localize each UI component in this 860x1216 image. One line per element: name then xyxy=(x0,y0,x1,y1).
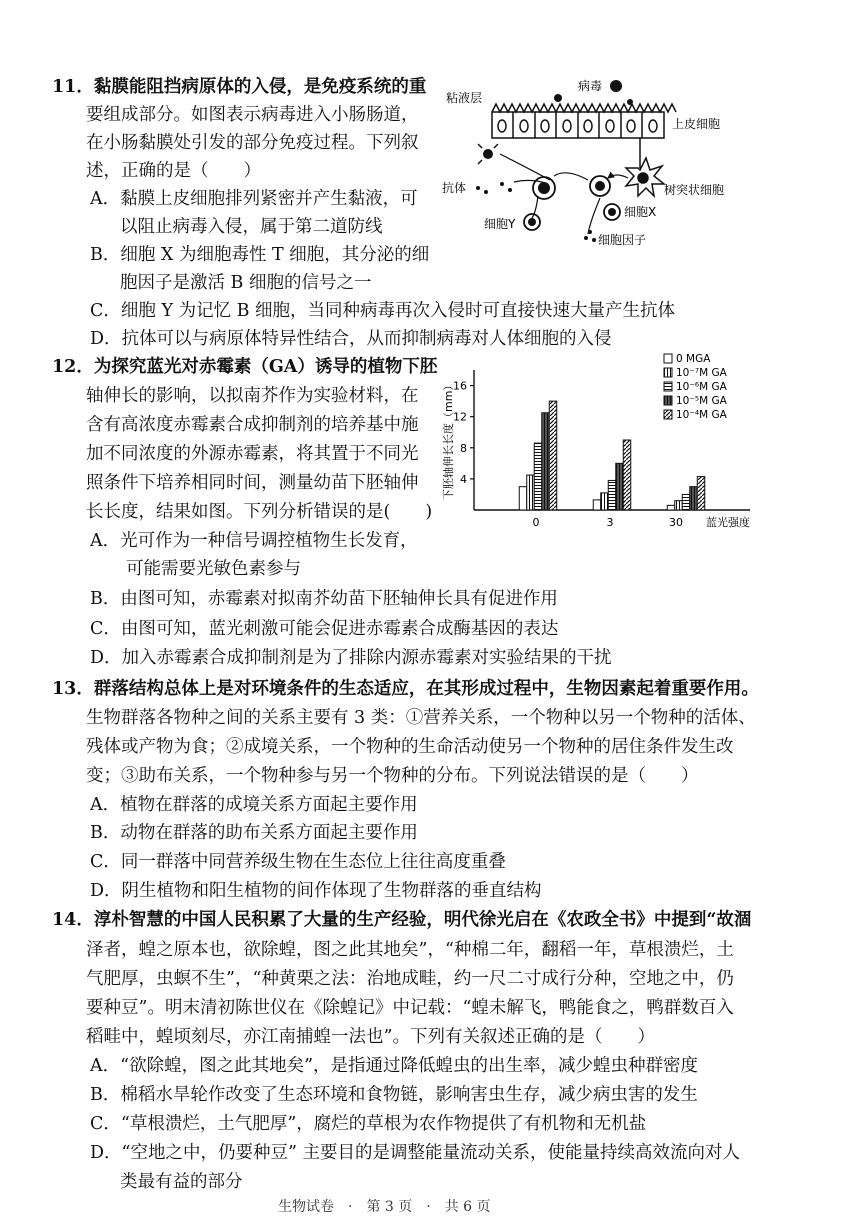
q14-line-0: 14．淳朴智慧的中国人民积累了大量的生产经验，明代徐光启在《农政全书》中提到“故涸 xyxy=(52,910,752,930)
page-footer: 生物试卷 · 第 3 页 · 共 6 页 xyxy=(278,1199,491,1215)
q13-option-a: A．植物在群落的成境关系方面起主要作用 xyxy=(90,795,418,815)
dendritic-cell-label: 树突状细胞 xyxy=(664,183,725,197)
cell-x-small xyxy=(604,204,620,220)
bar-0-3 xyxy=(542,413,550,510)
q12-option-a-cont: 可能需要光敏色素参与 xyxy=(126,559,301,579)
legend-swatch xyxy=(664,354,672,363)
cell-y-label: 细胞Y xyxy=(484,217,516,231)
legend-swatch xyxy=(664,368,672,377)
legend-label: 10⁻⁶M GA xyxy=(676,381,727,393)
x-tick-label: 3 xyxy=(606,516,614,529)
q11-option-b: B．细胞 X 为细胞毒性 T 细胞，其分泌的细 xyxy=(90,245,430,265)
immune-process-figure xyxy=(440,72,740,272)
cell-x xyxy=(590,176,610,196)
bar-30-4 xyxy=(697,477,705,510)
x-tick-label: 30 xyxy=(669,516,683,529)
q13-line-2: 残体或产物为食；②成境关系，一个物种的生命活动使另一个物种的居住条件发生改 xyxy=(86,737,734,757)
q12-line-3: 加不同浓度的外源赤霉素，将其置于不同光 xyxy=(86,444,419,464)
legend-label: 10⁻⁵M GA xyxy=(676,395,727,407)
q14-option-a: A．“欲除蝗，图之此其地矣”，是指通过降低蝗虫的出生率，减少蝗虫种群密度 xyxy=(90,1056,699,1076)
bar-0-4 xyxy=(549,401,557,510)
virus-antibody-complex xyxy=(478,144,498,164)
q14-line-4: 稻畦中，蝗顷刻尽，亦江南捕蝗一法也”。下列有关叙述正确的是（ ） xyxy=(86,1027,655,1047)
legend-swatch xyxy=(664,396,672,405)
bar-3-1 xyxy=(601,493,609,510)
x-tick-label: 0 xyxy=(532,516,540,529)
cytokine-label: 细胞因子 xyxy=(598,233,647,247)
bar-30-1 xyxy=(675,501,683,510)
x-ticks xyxy=(533,516,684,529)
q11-option-d: D．抗体可以与病原体特异性结合，从而抑制病毒对人体细胞的入侵 xyxy=(90,329,612,349)
y-tick-label: 12 xyxy=(453,410,467,424)
chart-legend xyxy=(664,353,728,421)
legend-swatch xyxy=(664,382,672,391)
mucus-layer-label: 粘液层 xyxy=(446,91,483,105)
bar-0-2 xyxy=(534,443,542,510)
bar-3-3 xyxy=(616,463,624,510)
q13-line-0: 13．群落结构总体上是对环境条件的生态适应，在其形成过程中，生物因素起着重要作用。 xyxy=(52,679,759,699)
bar-0-1 xyxy=(527,475,535,510)
q12-option-c: C．由图可知，蓝光刺激可能会促进赤霉素合成酶基因的表达 xyxy=(90,619,559,639)
y-ticks xyxy=(453,380,474,486)
q13-option-c: C．同一群落中同营养级生物在生态位上往往高度重叠 xyxy=(90,852,506,872)
q13-line-3: 变；③助布关系，一个物种参与另一个物种的分布。下列说法错误的是（ ） xyxy=(86,766,699,786)
q11-option-a: A．黏膜上皮细胞排列紧密并产生黏液，可 xyxy=(90,189,418,209)
q11-option-a-cont: 以阻止病毒入侵，属于第二道防线 xyxy=(120,217,383,237)
legend-label: 0 MGA xyxy=(676,353,711,365)
q12-line-4: 照条件下培养相同时间，测量幼苗下胚轴伸 xyxy=(86,473,419,493)
q11-line-2: 在小肠黏膜处引发的部分免疫过程。下列叙 xyxy=(86,133,419,153)
q14-line-3: 要种豆”。明末清初陈世仪在《除蝗记》中记载：“蝗未解飞，鸭能食之，鸭群数百入 xyxy=(86,998,734,1018)
dendritic-cell xyxy=(626,158,664,196)
q11-line-0: 11．黏膜能阻挡病原体的入侵，是免疫系统的重 xyxy=(52,77,427,97)
q11-line-1: 要组成部分。如图表示病毒进入小肠肠道， xyxy=(86,105,419,125)
q13-option-d: D．阴生植物和阳生植物的间作体现了生物群落的垂直结构 xyxy=(90,881,542,901)
bar-0-0 xyxy=(519,487,527,510)
y-tick-label: 4 xyxy=(460,472,467,486)
q12-option-d: D．加入赤霉素合成抑制剂是为了排除内源赤霉素对实验结果的干扰 xyxy=(90,648,612,668)
q11-option-b-cont: 胞因子是激活 B 细胞的信号之一 xyxy=(120,273,372,293)
bar-30-0 xyxy=(667,505,675,510)
bar-30-2 xyxy=(682,494,690,510)
ga-bar-chart xyxy=(438,352,768,537)
x-axis-label: 蓝光强度 xyxy=(706,516,750,529)
q13-line-1: 生物群落各物种之间的关系主要有 3 类：①营养关系，一个物种以另一个物种的活体、 xyxy=(86,708,756,728)
y-tick-label: 8 xyxy=(460,441,467,455)
cell-x-label: 细胞X xyxy=(624,205,657,219)
virus-particle xyxy=(554,94,562,102)
q12-option-b: B．由图可知，赤霉素对拟南芥幼苗下胚轴伸长具有促进作用 xyxy=(90,589,558,609)
q14-option-d-cont: 类最有益的部分 xyxy=(120,1172,243,1192)
q14-line-2: 气肥厚，虫螟不生”，“种黄栗之法：治地成畦，约一尺二寸成行分种，空地之中，仍 xyxy=(86,969,734,989)
q14-option-c: C．“草根溃烂，土气肥厚”，腐烂的草根为农作物提供了有机物和无机盐 xyxy=(90,1114,647,1134)
antibody-label: 抗体 xyxy=(442,181,467,195)
q14-line-1: 泽者，蝗之原本也，欲除蝗，图之此其地矣”，“种棉二年，翻稻一年，草根溃烂，土 xyxy=(86,940,734,960)
cell-y xyxy=(524,214,540,230)
q12-line-2: 含有高浓度赤霉素合成抑制剂的培养基中施 xyxy=(86,415,419,435)
q14-option-d: D．“空地之中，仍要种豆” 主要目的是调整能量流动关系，使能量持续高效流向对人 xyxy=(90,1143,740,1163)
y-tick-label: 16 xyxy=(453,379,467,393)
legend-label: 10⁻⁴M GA xyxy=(676,409,727,421)
q11-line-3: 述，正确的是（ ） xyxy=(86,161,261,181)
virus-label: 病毒 xyxy=(578,79,603,93)
y-axis-label: 下胚轴伸长长度（mm） xyxy=(442,379,455,500)
legend-swatch xyxy=(664,410,672,419)
bar-3-4 xyxy=(623,440,631,510)
epithelial-cell-label: 上皮细胞 xyxy=(672,117,721,131)
q12-line-5: 长长度，结果如图。下列分析错误的是( ) xyxy=(86,502,433,522)
q12-option-a: A．光可作为一种信号调控植物生长发育， xyxy=(90,531,418,551)
q12-line-1: 轴伸长的影响，以拟南芥作为实验材料，在 xyxy=(86,386,419,406)
q11-option-c: C．细胞 Y 为记忆 B 细胞，当同种病毒再次入侵时可直接快速大量产生抗体 xyxy=(90,301,676,321)
bar-3-2 xyxy=(608,480,616,510)
virus-particle xyxy=(610,80,622,92)
cytokine-molecules xyxy=(584,230,596,242)
q12-line-0: 12．为探究蓝光对赤霉素（GA）诱导的植物下胚 xyxy=(52,357,438,377)
legend-label: 10⁻⁷M GA xyxy=(676,367,727,379)
q14-option-b: B．棉稻水旱轮作改变了生态环境和食物链，影响害虫生存，减少病虫害的发生 xyxy=(90,1085,698,1105)
antibody-molecules xyxy=(476,182,512,194)
q13-option-b: B．动物在群落的助布关系方面起主要作用 xyxy=(90,823,418,843)
b-cell xyxy=(533,177,555,199)
bar-3-0 xyxy=(593,500,601,510)
epithelial-cell-row xyxy=(492,104,676,138)
bar-30-3 xyxy=(690,487,698,510)
